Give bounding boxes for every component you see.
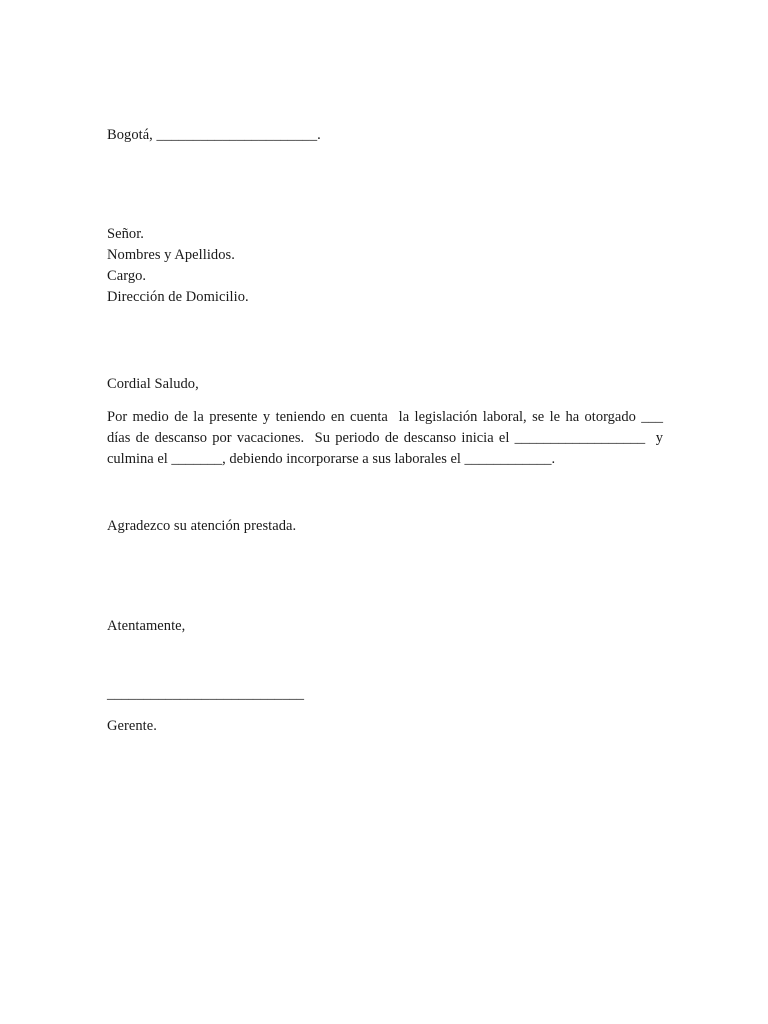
recipient-position: Cargo. [107,268,147,284]
body-line: Por medio de la presente y teniendo en cuenta la legislación laboral, se le ha otorgado ___ [107,409,663,425]
recipient-address: Dirección de Domicilio. [107,289,249,305]
date-line: Bogotá, ______________________. [107,127,321,143]
recipient-name: Nombres y Apellidos. [107,247,235,263]
thanks-line: Agradezco su atención prestada. [107,518,297,534]
signature-line: ___________________________ [107,686,305,702]
signer-title: Gerente. [107,718,157,734]
body-paragraph [107,407,663,470]
body-line: culmina el _______, debiendo incorporarse a sus laborales el ____________. [107,451,556,467]
body-line: días de descanso por vacaciones. Su periodo de descanso inicia el __________________ y [107,430,663,446]
greeting: Cordial Saludo, [107,376,199,392]
recipient-salutation: Señor. [107,226,144,242]
closing-line: Atentamente, [107,618,186,634]
